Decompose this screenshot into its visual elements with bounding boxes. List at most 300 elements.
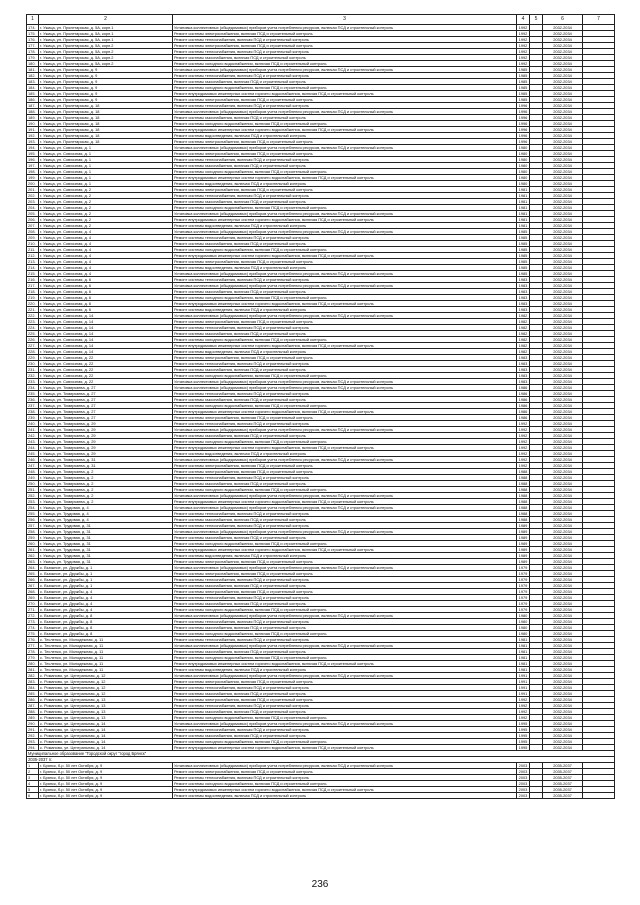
work-type-cell: Установка коллективных (общедомовых) приборов учета потребления ресурсов, включая ПСД и строительный контроль [173, 529, 517, 535]
work-type-cell: Ремонт системы водоотведения, включая ПСД и строительный контроль [173, 451, 517, 457]
period-cell: 2032-2034 [543, 589, 583, 595]
address-cell: г. Ужица, ул. Совхозная, д. 4 [39, 253, 173, 259]
work-type-cell: Ремонт системы газоснабжения, включая ПСД и строительный контроль [173, 583, 517, 589]
row-number: 193. [27, 139, 39, 145]
address-cell: с. Романово, ул. Центральная, д. 14 [39, 727, 173, 733]
row-number: 221. [27, 307, 39, 313]
year-cell: 1992 [517, 445, 530, 451]
work-type-cell: Ремонт системы газоснабжения, включая ПСД и строительный контроль [173, 517, 517, 523]
address-cell: г. Ужица, ул. Пролетарская, д. 5А, корп.1 [39, 25, 173, 31]
address-cell: г. Ужица, ул. Совхозная, д. 2 [39, 193, 173, 199]
row-number: 230. [27, 361, 39, 367]
period-cell: 2032-2034 [543, 745, 583, 751]
row-number: 213. [27, 259, 39, 265]
address-cell: г. Ужица, ул. Тимирязева, д. 27 [39, 397, 173, 403]
row-number: 178. [27, 49, 39, 55]
work-type-cell: Ремонт внутридомовых инженерных систем горячего водоснабжения, включая ПСД и строительный контроль [173, 175, 517, 181]
address-cell: с. Тесленко, ул. Молодежная, д. 11 [39, 661, 173, 667]
work-type-cell: Ремонт системы газоснабжения, включая ПСД и строительный контроль [173, 709, 517, 715]
address-cell: г. Ужица, ул. Совхозная, д. 6 [39, 301, 173, 307]
section-period: 2035-2037 гг. [27, 757, 615, 763]
row-number: 256. [27, 517, 39, 523]
year-cell: 1980 [517, 613, 530, 619]
work-type-cell: Ремонт внутридомовых инженерных систем горячего водоснабжения, включая ПСД и строительный контроль [173, 301, 517, 307]
address-cell: г. Ужица, ул. Трудовая, д. 31 [39, 553, 173, 559]
row-number: 292. [27, 733, 39, 739]
address-cell: с. Романово, ул. Центральная, д. 13 [39, 715, 173, 721]
row-number: 258. [27, 529, 39, 535]
period-cell: 2032-2034 [543, 55, 583, 61]
work-type-cell: Установка коллективных (общедомовых) приборов учета потребления ресурсов, включая ПСД и строительный контроль [173, 145, 517, 151]
work-type-cell: Ремонт системы газоснабжения, включая ПСД и строительный контроль [173, 397, 517, 403]
column-number: 7 [583, 15, 615, 25]
period-cell: 2032-2034 [543, 433, 583, 439]
row-number: 237. [27, 403, 39, 409]
row-number: 236. [27, 397, 39, 403]
year-cell: 1980 [517, 619, 530, 625]
address-cell: г. Ужица, ул. Пролетарская, д. 18 [39, 103, 173, 109]
period-cell: 2032-2034 [543, 715, 583, 721]
year-cell: 1992 [517, 55, 530, 61]
year-cell: 1985 [517, 265, 530, 271]
row-number: 216. [27, 277, 39, 283]
year-cell: 1980 [517, 157, 530, 163]
address-cell: г. Ужица, ул. Трудовая, д. 4 [39, 505, 173, 511]
row-number: 224. [27, 325, 39, 331]
row-number: 291. [27, 727, 39, 733]
work-type-cell: Ремонт внутридомовых инженерных систем горячего водоснабжения, включая ПСД и строительный контроль [173, 343, 517, 349]
row-number: 263. [27, 559, 39, 565]
year-cell: 1989 [517, 541, 530, 547]
period-cell: 2032-2034 [543, 49, 583, 55]
year-cell: 1996 [517, 103, 530, 109]
row-number: 200. [27, 181, 39, 187]
period-cell: 2032-2034 [543, 181, 583, 187]
year-cell: 1988 [517, 511, 530, 517]
address-cell: г. Ужица, ул. Совхозная, д. 22 [39, 379, 173, 385]
year-cell: 1979 [517, 601, 530, 607]
address-cell: г. Ужица, ул. Тимирязева, д. 2 [39, 499, 173, 505]
period-cell: 2032-2034 [543, 355, 583, 361]
address-cell: с. Тесленко, ул. Молодежная, д. 11 [39, 643, 173, 649]
period-cell: 2032-2034 [543, 655, 583, 661]
address-cell: г. Ужица, ул. Совхозная, д. 6 [39, 289, 173, 295]
period-cell: 2032-2034 [543, 37, 583, 43]
address-cell: с. Романово, ул. Центральная, д. 12 [39, 691, 173, 697]
row-number: 284. [27, 685, 39, 691]
row-number: 239. [27, 415, 39, 421]
work-type-cell: Ремонт системы теплоснабжения, включая ПСД и строительный контроль [173, 103, 517, 109]
year-cell: 1989 [517, 535, 530, 541]
row-number: 227. [27, 343, 39, 349]
period-cell: 2032-2034 [543, 187, 583, 193]
year-cell: 1980 [517, 151, 530, 157]
year-cell: 1995 [517, 733, 530, 739]
year-cell: 1991 [517, 685, 530, 691]
period-cell: 2032-2034 [543, 673, 583, 679]
work-type-cell: Ремонт системы водоотведения, включая ПСД и строительный контроль [173, 223, 517, 229]
work-type-cell: Ремонт системы электроснабжения, включая ПСД и строительный контроль [173, 589, 517, 595]
period-cell: 2032-2034 [543, 319, 583, 325]
address-cell: г. Ужица, ул. Совхозная, д. 4 [39, 247, 173, 253]
row-number: 271. [27, 607, 39, 613]
row-number: 293. [27, 739, 39, 745]
work-type-cell: Ремонт системы холодного водоснабжения, включая ПСД и строительный контроль [173, 61, 517, 67]
year-cell: 1979 [517, 571, 530, 577]
row-number: 286. [27, 697, 39, 703]
period-cell: 2032-2034 [543, 469, 583, 475]
year-cell: 1980 [517, 163, 530, 169]
row-number: 275. [27, 631, 39, 637]
address-cell: г. Ужица, ул. Совхозная, д. 6 [39, 307, 173, 313]
address-cell: г. Ужица, ул. Совхозная, д. 2 [39, 205, 173, 211]
row-number: 195. [27, 151, 39, 157]
address-cell: г. Ужица, ул. Пролетарская, д. 5А, корп.2 [39, 55, 173, 61]
work-type-cell: Установка коллективных (общедомовых) приборов учета потребления ресурсов, включая ПСД и строительный контроль [173, 379, 517, 385]
year-cell: 1992 [517, 49, 530, 55]
year-cell: 2003 [517, 763, 530, 769]
period-cell: 2032-2034 [543, 529, 583, 535]
period-cell: 2032-2034 [543, 31, 583, 37]
year-cell: 2003 [517, 787, 530, 793]
period-cell: 2035-2037 [543, 781, 583, 787]
period-cell: 2032-2034 [543, 91, 583, 97]
work-type-cell: Ремонт системы холодного водоснабжения, включая ПСД и строительный контроль [173, 439, 517, 445]
row-number: 206. [27, 217, 39, 223]
period-cell: 2032-2034 [543, 607, 583, 613]
period-cell: 2032-2034 [543, 73, 583, 79]
row-number: 198. [27, 169, 39, 175]
work-type-cell: Ремонт системы электроснабжения, включая ПСД и строительный контроль [173, 97, 517, 103]
period-cell: 2032-2034 [543, 379, 583, 385]
year-cell: 1988 [517, 475, 530, 481]
work-type-cell: Ремонт системы электроснабжения, включая ПСД и строительный контроль [173, 415, 517, 421]
year-cell: 1983 [517, 283, 530, 289]
address-cell: г. Ужица, ул. Тимирязева, д. 31 [39, 463, 173, 469]
work-type-cell: Ремонт системы электроснабжения, включая ПСД и строительный контроль [173, 355, 517, 361]
year-cell: 1981 [517, 655, 530, 661]
row-number: 251. [27, 487, 39, 493]
year-cell: 1981 [517, 211, 530, 217]
address-cell: г. Ужица, ул. Пролетарская, д. 5А, корп.1 [39, 31, 173, 37]
address-cell: с. Романово, ул. Центральная, д. 14 [39, 739, 173, 745]
row-number: 250. [27, 481, 39, 487]
row-number: 199. [27, 175, 39, 181]
year-cell: 1989 [517, 547, 530, 553]
period-cell: 2032-2034 [543, 577, 583, 583]
address-cell: с. Романово, ул. Центральная, д. 13 [39, 709, 173, 715]
period-cell: 2032-2034 [543, 259, 583, 265]
year-cell: 1981 [517, 217, 530, 223]
period-cell: 2032-2034 [543, 139, 583, 145]
period-cell: 2032-2034 [543, 169, 583, 175]
period-cell: 2032-2034 [543, 85, 583, 91]
work-type-cell: Ремонт системы газоснабжения, включая ПСД и строительный контроль [173, 289, 517, 295]
work-type-cell: Ремонт системы водоотведения, включая ПСД и строительный контроль [173, 793, 517, 799]
year-cell: 1981 [517, 199, 530, 205]
work-type-cell: Ремонт системы электроснабжения, включая ПСД и строительный контроль [173, 697, 517, 703]
year-cell: 1982 [517, 325, 530, 331]
work-type-cell: Ремонт системы водоотведения, включая ПСД и строительный контроль [173, 349, 517, 355]
row-number: 255. [27, 511, 39, 517]
address-cell: с. Романово, ул. Центральная, д. 12 [39, 679, 173, 685]
work-type-cell: Ремонт системы электроснабжения, включая ПСД и строительный контроль [173, 259, 517, 265]
period-cell: 2032-2034 [543, 253, 583, 259]
year-cell: 1992 [517, 427, 530, 433]
year-cell: 1981 [517, 637, 530, 643]
work-type-cell: Ремонт системы газоснабжения, включая ПСД и строительный контроль [173, 481, 517, 487]
row-number: 272. [27, 613, 39, 619]
work-type-cell: Установка коллективных (общедомовых) приборов учета потребления ресурсов, включая ПСД и строительный контроль [173, 427, 517, 433]
address-cell: г. Ужица, ул. Тимирязева, д. 29 [39, 421, 173, 427]
year-cell: 1989 [517, 559, 530, 565]
work-type-cell: Ремонт системы газоснабжения, включая ПСД и строительный контроль [173, 199, 517, 205]
row-number: 184. [27, 85, 39, 91]
year-cell: 1992 [517, 709, 530, 715]
row-number: 225. [27, 331, 39, 337]
work-type-cell: Ремонт системы холодного водоснабжения, включая ПСД и строительный контроль [173, 373, 517, 379]
address-cell: г. Ужица, ул. Совхозная, д. 1 [39, 175, 173, 181]
work-type-cell: Ремонт системы электроснабжения, включая ПСД и строительный контроль [173, 469, 517, 475]
year-cell: 1985 [517, 259, 530, 265]
work-type-cell: Установка коллективных (общедомовых) приборов учета потребления ресурсов, включая ПСД и строительный контроль [173, 763, 517, 769]
year-cell: 1980 [517, 145, 530, 151]
row-number: 210. [27, 241, 39, 247]
address-cell: с. Тесленко, ул. Молодежная, д. 11 [39, 637, 173, 643]
work-type-cell: Ремонт системы электроснабжения, включая ПСД и строительный контроль [173, 187, 517, 193]
work-type-cell: Ремонт системы газоснабжения, включая ПСД и строительный контроль [173, 649, 517, 655]
address-cell: с. Вьюжное, ул. Дружбы, д. 8 [39, 631, 173, 637]
year-cell: 1996 [517, 139, 530, 145]
work-type-cell: Ремонт системы теплоснабжения, включая ПСД и строительный контроль [173, 157, 517, 163]
address-cell: г. Ужица, ул. Совхозная, д. 14 [39, 337, 173, 343]
row-number: 232. [27, 373, 39, 379]
work-type-cell: Ремонт системы электроснабжения, включая ПСД и строительный контроль [173, 679, 517, 685]
period-cell: 2032-2034 [543, 739, 583, 745]
period-cell: 2032-2034 [543, 277, 583, 283]
address-cell: г. Ужица, ул. Тимирязева, д. 2 [39, 475, 173, 481]
work-type-cell: Ремонт системы водоотведения, включая ПСД и строительный контроль [173, 667, 517, 673]
address-cell: г. Ужица, ул. Пролетарская, д. 9 [39, 73, 173, 79]
year-cell: 1992 [517, 25, 530, 31]
address-cell: г. Ужица, ул. Совхозная, д. 4 [39, 271, 173, 277]
year-cell: 1988 [517, 481, 530, 487]
row-number: 186. [27, 97, 39, 103]
address-cell: г. Брянск, б-р. 50 лет Октября, д. 9 [39, 787, 173, 793]
work-type-cell: Ремонт системы газоснабжения, включая ПСД и строительный контроль [173, 691, 517, 697]
period-cell: 2032-2034 [543, 559, 583, 565]
address-cell: с. Вьюжное, ул. Дружбы, д. 8 [39, 613, 173, 619]
address-cell: г. Ужица, ул. Совхозная, д. 2 [39, 217, 173, 223]
period-cell: 2032-2034 [543, 445, 583, 451]
period-cell: 2032-2034 [543, 661, 583, 667]
period-cell: 2032-2034 [543, 643, 583, 649]
period-cell: 2032-2034 [543, 157, 583, 163]
work-type-cell: Ремонт системы электроснабжения, включая ПСД и строительный контроль [173, 319, 517, 325]
work-type-cell: Ремонт системы теплоснабжения, включая ПСД и строительный контроль [173, 577, 517, 583]
work-type-cell: Установка коллективных (общедомовых) приборов учета потребления ресурсов, включая ПСД и строительный контроль [173, 457, 517, 463]
row-number: 285. [27, 691, 39, 697]
year-cell: 1991 [517, 673, 530, 679]
year-cell: 1996 [517, 133, 530, 139]
work-type-cell: Ремонт системы теплоснабжения, включая ПСД и строительный контроль [173, 73, 517, 79]
period-cell: 2032-2034 [543, 685, 583, 691]
address-cell: г. Брянск, б-р. 50 лет Октября, д. 9 [39, 775, 173, 781]
empty-cell [530, 793, 543, 799]
work-type-cell: Ремонт системы теплоснабжения, включая ПСД и строительный контроль [173, 325, 517, 331]
period-cell: 2032-2034 [543, 373, 583, 379]
work-type-cell: Ремонт внутридомовых инженерных систем горячего водоснабжения, включая ПСД и строительный контроль [173, 661, 517, 667]
address-cell: с. Вьюжное, ул. Дружбы, д. 1 [39, 577, 173, 583]
year-cell: 1992 [517, 703, 530, 709]
year-cell: 2003 [517, 775, 530, 781]
work-type-cell: Установка коллективных (общедомовых) приборов учета потребления ресурсов, включая ПСД и строительный контроль [173, 25, 517, 31]
address-cell: г. Ужица, ул. Совхозная, д. 1 [39, 145, 173, 151]
year-cell: 1985 [517, 271, 530, 277]
row-number: 191. [27, 127, 39, 133]
year-cell: 1988 [517, 487, 530, 493]
work-type-cell: Ремонт системы газоснабжения, включая ПСД и строительный контроль [173, 367, 517, 373]
address-cell: г. Ужица, ул. Тимирязева, д. 2 [39, 481, 173, 487]
row-number: 264. [27, 565, 39, 571]
period-cell: 2032-2034 [543, 703, 583, 709]
row-number: 203. [27, 199, 39, 205]
address-cell: с. Вьюжное, ул. Дружбы, д. 1 [39, 583, 173, 589]
period-cell: 2032-2034 [543, 463, 583, 469]
year-cell: 1985 [517, 235, 530, 241]
row-number: 294. [27, 745, 39, 751]
row-number: 281. [27, 667, 39, 673]
work-type-cell: Ремонт системы теплоснабжения, включая ПСД и строительный контроль [173, 49, 517, 55]
row-number: 273. [27, 619, 39, 625]
address-cell: г. Ужица, ул. Пролетарская, д. 9 [39, 79, 173, 85]
period-cell: 2032-2034 [543, 505, 583, 511]
period-cell: 2032-2034 [543, 727, 583, 733]
address-cell: г. Ужица, ул. Тимирязева, д. 31 [39, 457, 173, 463]
year-cell: 1995 [517, 721, 530, 727]
row-number: 234. [27, 385, 39, 391]
address-cell: г. Ужица, ул. Совхозная, д. 14 [39, 349, 173, 355]
year-cell: 1992 [517, 37, 530, 43]
address-cell: г. Ужица, ул. Совхозная, д. 1 [39, 169, 173, 175]
period-cell: 2032-2034 [543, 421, 583, 427]
year-cell: 1992 [517, 43, 530, 49]
capital-repair-table [26, 14, 615, 799]
work-type-cell: Ремонт системы водоотведения, включая ПСД и строительный контроль [173, 307, 517, 313]
period-cell: 2032-2034 [543, 229, 583, 235]
period-cell: 2032-2034 [543, 103, 583, 109]
address-cell: г. Ужица, ул. Совхозная, д. 1 [39, 181, 173, 187]
period-cell: 2032-2034 [543, 121, 583, 127]
year-cell: 1983 [517, 301, 530, 307]
row-number: 192. [27, 133, 39, 139]
period-cell: 2032-2034 [543, 649, 583, 655]
work-type-cell: Ремонт внутридомовых инженерных систем горячего водоснабжения, включая ПСД и строительный контроль [173, 253, 517, 259]
year-cell: 1991 [517, 691, 530, 697]
year-cell: 1985 [517, 247, 530, 253]
address-cell: с. Романово, ул. Центральная, д. 12 [39, 685, 173, 691]
year-cell: 1983 [517, 307, 530, 313]
row-number: 242. [27, 433, 39, 439]
row-number: 182. [27, 73, 39, 79]
row-number: 265. [27, 571, 39, 577]
year-cell: 1988 [517, 517, 530, 523]
year-cell: 2003 [517, 793, 530, 799]
work-type-cell: Ремонт системы газоснабжения, включая ПСД и строительный контроль [173, 601, 517, 607]
work-type-cell: Ремонт системы теплоснабжения, включая ПСД и строительный контроль [173, 685, 517, 691]
row-number: 205. [27, 211, 39, 217]
address-cell: г. Ужица, ул. Совхозная, д. 2 [39, 223, 173, 229]
address-cell: г. Ужица, ул. Совхозная, д. 14 [39, 343, 173, 349]
period-cell: 2032-2034 [543, 331, 583, 337]
row-number: 190. [27, 121, 39, 127]
row-number: 247. [27, 463, 39, 469]
year-cell: 1981 [517, 649, 530, 655]
address-cell: г. Брянск, б-р. 50 лет Октября, д. 9 [39, 781, 173, 787]
year-cell: 1979 [517, 565, 530, 571]
row-number: 188. [27, 109, 39, 115]
register-sheet [26, 14, 614, 799]
table-row [27, 793, 615, 799]
work-type-cell: Ремонт системы теплоснабжения, включая ПСД и строительный контроль [173, 475, 517, 481]
page-number: 236 [311, 879, 329, 890]
address-cell: г. Ужица, ул. Совхозная, д. 14 [39, 325, 173, 331]
row-number: 201. [27, 187, 39, 193]
year-cell: 1985 [517, 85, 530, 91]
year-cell: 1985 [517, 253, 530, 259]
row-number: 223. [27, 319, 39, 325]
empty-cell [583, 793, 615, 799]
period-cell: 2032-2034 [543, 307, 583, 313]
work-type-cell: Ремонт системы холодного водоснабжения, включая ПСД и строительный контроль [173, 205, 517, 211]
address-cell: г. Ужица, ул. Пролетарская, д. 5А, корп.2 [39, 49, 173, 55]
address-cell: г. Ужица, ул. Совхозная, д. 6 [39, 283, 173, 289]
address-cell: г. Ужица, ул. Совхозная, д. 2 [39, 199, 173, 205]
year-cell: 1979 [517, 583, 530, 589]
period-cell: 2035-2037 [543, 793, 583, 799]
year-cell: 1982 [517, 349, 530, 355]
year-cell: 1983 [517, 289, 530, 295]
row-number: 220. [27, 301, 39, 307]
work-type-cell: Ремонт системы холодного водоснабжения, включая ПСД и строительный контроль [173, 169, 517, 175]
period-cell: 2032-2034 [543, 733, 583, 739]
work-type-cell: Ремонт внутридомовых инженерных систем горячего водоснабжения, включая ПСД и строительный контроль [173, 787, 517, 793]
year-cell: 1985 [517, 67, 530, 73]
year-cell: 1988 [517, 493, 530, 499]
period-cell: 2032-2034 [543, 61, 583, 67]
year-cell: 1981 [517, 187, 530, 193]
year-cell: 1989 [517, 523, 530, 529]
period-cell: 2032-2034 [543, 247, 583, 253]
address-cell: г. Ужица, ул. Совхозная, д. 4 [39, 259, 173, 265]
address-cell: г. Ужица, ул. Пролетарская, д. 18 [39, 139, 173, 145]
year-cell: 1986 [517, 397, 530, 403]
work-type-cell: Установка коллективных (общедомовых) приборов учета потребления ресурсов, включая ПСД и строительный контроль [173, 643, 517, 649]
year-cell: 1983 [517, 295, 530, 301]
year-cell: 1992 [517, 421, 530, 427]
period-cell: 2032-2034 [543, 175, 583, 181]
period-cell: 2032-2034 [543, 109, 583, 115]
work-type-cell: Ремонт системы газоснабжения, включая ПСД и строительный контроль [173, 733, 517, 739]
period-cell: 2032-2034 [543, 535, 583, 541]
period-cell: 2032-2034 [543, 115, 583, 121]
period-cell: 2032-2034 [543, 313, 583, 319]
address-cell: г. Ужица, ул. Трудовая, д. 4 [39, 517, 173, 523]
row-number: 233. [27, 379, 39, 385]
year-cell: 1983 [517, 373, 530, 379]
work-type-cell: Ремонт внутридомовых инженерных систем горячего водоснабжения, включая ПСД и строительный контроль [173, 127, 517, 133]
address-cell: г. Ужица, ул. Тимирязева, д. 27 [39, 391, 173, 397]
